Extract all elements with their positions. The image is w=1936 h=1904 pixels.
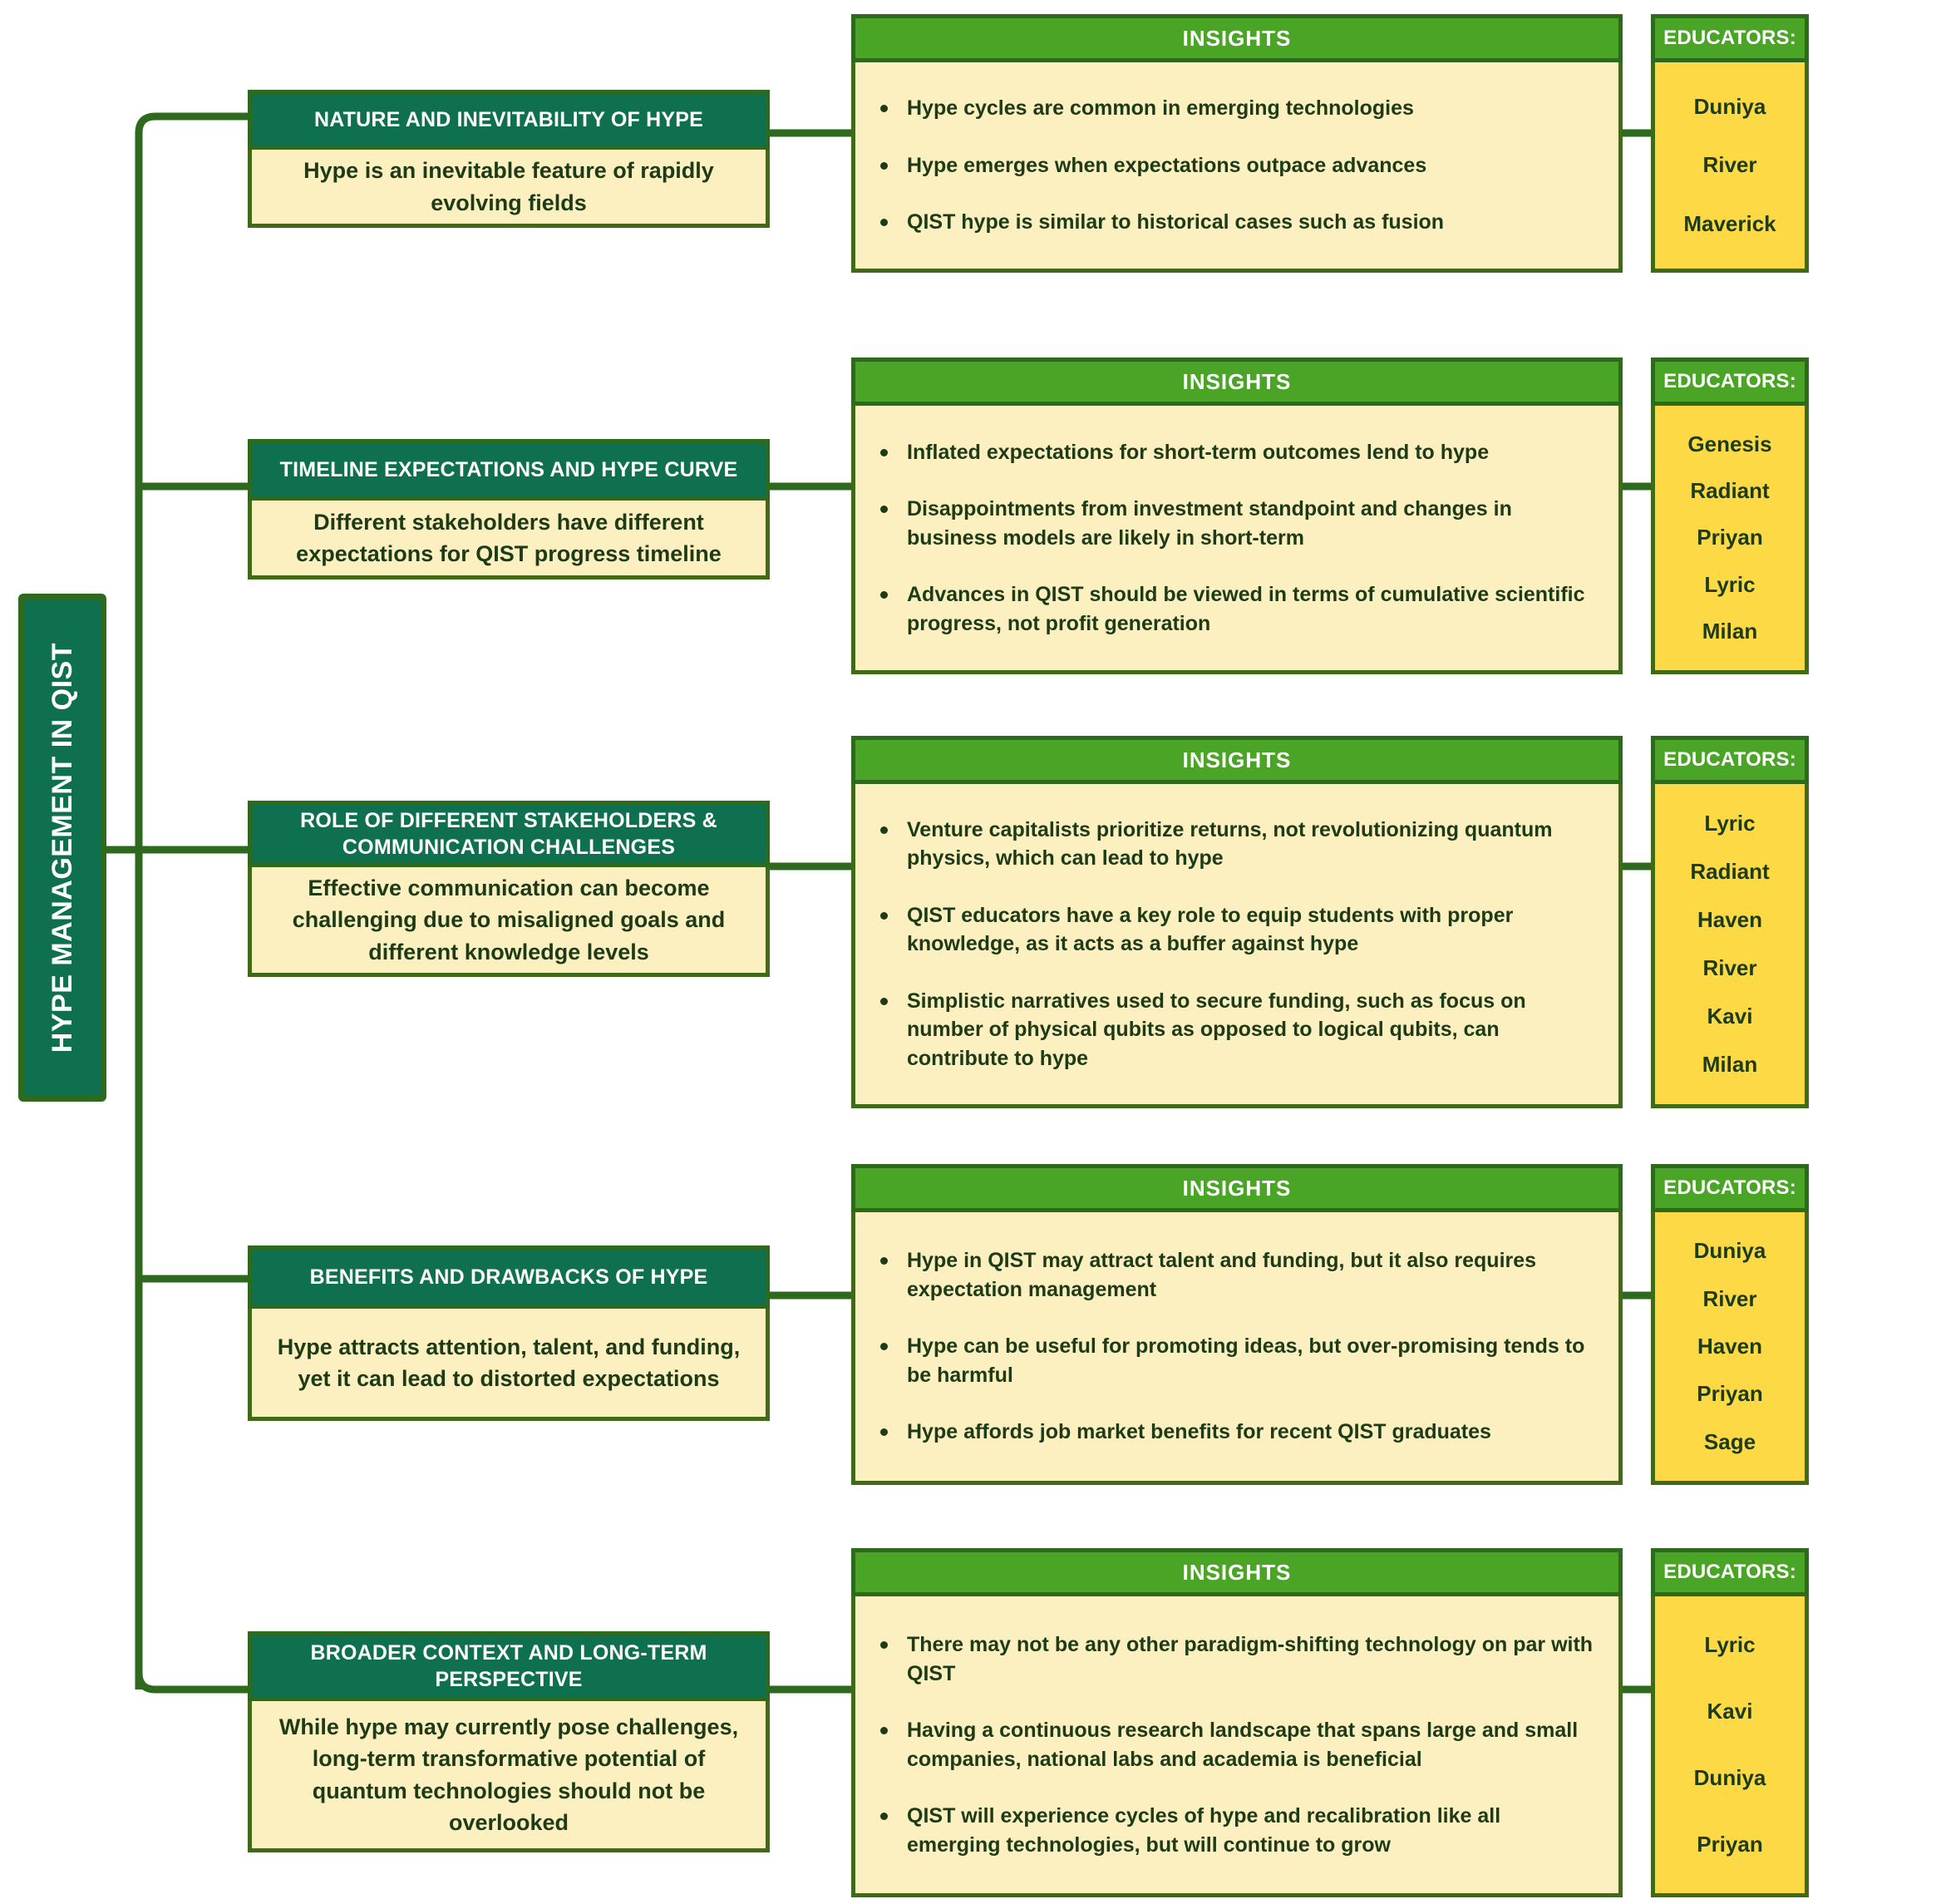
- educator-name: Duniya: [1693, 93, 1766, 119]
- insight-item: Having a continuous research landscape that spans large and small companies, national labs and academia is beneficial: [902, 1716, 1597, 1773]
- insights-list-2: [870, 438, 1597, 639]
- educators-body-5: [1651, 1596, 1809, 1897]
- insights-panel-2: [851, 358, 1623, 674]
- educator-name: Lyric: [1704, 1631, 1756, 1657]
- insight-item: There may not be any other paradigm-shifting technology on par with QIST: [902, 1630, 1597, 1688]
- branch-card-2[interactable]: [248, 439, 770, 580]
- educator-name: Priyan: [1697, 1832, 1763, 1857]
- educator-name: Kavi: [1707, 1004, 1753, 1029]
- insights-list-4: [870, 1246, 1597, 1447]
- branch-summary-3: Effective communication can become challenging due to misaligned goals and different knowledge levels: [248, 867, 770, 977]
- educator-name: Milan: [1702, 1052, 1758, 1078]
- educators-header-4: EDUCATORS:: [1651, 1164, 1809, 1212]
- insights-header-1: INSIGHTS: [851, 14, 1623, 62]
- educators-header-3: EDUCATORS:: [1651, 736, 1809, 784]
- educator-name: River: [1702, 955, 1757, 981]
- educator-name: Kavi: [1707, 1698, 1753, 1724]
- insight-item: Advances in QIST should be viewed in terms of cumulative scientific progress, not profit generation: [902, 580, 1597, 638]
- insight-item: Hype cycles are common in emerging technologies: [902, 94, 1597, 123]
- insights-body-5: [851, 1596, 1623, 1897]
- branch-card-5[interactable]: [248, 1631, 770, 1852]
- educator-name: Milan: [1702, 619, 1758, 644]
- branch-title-1: NATURE AND INEVITABILITY OF HYPE: [248, 90, 770, 150]
- elbow-branch-5: [139, 1673, 248, 1689]
- educators-body-4: [1651, 1212, 1809, 1485]
- insight-item: Hype affords job market benefits for recent QIST graduates: [902, 1418, 1597, 1447]
- educator-name: Lyric: [1704, 810, 1756, 836]
- insights-panel-1: [851, 14, 1623, 273]
- insights-header-5: INSIGHTS: [851, 1548, 1623, 1596]
- branch-summary-1: Hype is an inevitable feature of rapidly evolving fields: [248, 150, 770, 228]
- educator-name: Genesis: [1687, 431, 1772, 456]
- insight-item: Hype can be useful for promoting ideas, but over-promising tends to be harmful: [902, 1332, 1597, 1389]
- educators-header-2: EDUCATORS:: [1651, 358, 1809, 406]
- insight-item: QIST will experience cycles of hype and recalibration like all emerging technologies, but will continue to grow: [902, 1802, 1597, 1859]
- educator-name: Duniya: [1693, 1765, 1766, 1791]
- insight-item: QIST educators have a key role to equip students with proper knowledge, as it acts as a buffer against hype: [902, 901, 1597, 959]
- insights-panel-4: [851, 1164, 1623, 1485]
- insight-item: Simplistic narratives used to secure funding, such as focus on number of physical qubits as opposed to logical qubits, can contribute to hype: [902, 987, 1597, 1073]
- branch-summary-5: While hype may currently pose challenges, long-term transformative potential of quantum technologies should not be overlooked: [248, 1701, 770, 1852]
- branch-title-4: BENEFITS AND DRAWBACKS OF HYPE: [248, 1245, 770, 1309]
- insights-header-3: INSIGHTS: [851, 736, 1623, 784]
- educator-name: Haven: [1697, 1333, 1763, 1359]
- educators-header-1: EDUCATORS:: [1651, 14, 1809, 62]
- insights-body-4: [851, 1212, 1623, 1485]
- branch-title-3: ROLE OF DIFFERENT STAKEHOLDERS & COMMUNICATION CHALLENGES: [248, 801, 770, 867]
- branch-title-2: TIMELINE EXPECTATIONS AND HYPE CURVE: [248, 439, 770, 501]
- educators-header-5: EDUCATORS:: [1651, 1548, 1809, 1596]
- educators-panel-2: [1651, 358, 1809, 674]
- educator-name: Duniya: [1693, 1238, 1766, 1264]
- educator-name: Priyan: [1697, 1381, 1763, 1407]
- branch-summary-4: Hype attracts attention, talent, and funding, yet it can lead to distorted expectations: [248, 1309, 770, 1421]
- educator-name: River: [1702, 1285, 1757, 1311]
- educator-name: Radiant: [1690, 478, 1770, 504]
- educators-panel-3: [1651, 736, 1809, 1108]
- educators-panel-4: [1651, 1164, 1809, 1485]
- insight-item: Inflated expectations for short-term outcomes lend to hype: [902, 438, 1597, 467]
- educator-name: Radiant: [1690, 858, 1770, 884]
- branch-summary-2: Different stakeholders have different expectations for QIST progress timeline: [248, 501, 770, 580]
- educators-body-3: [1651, 784, 1809, 1108]
- root-node[interactable]: [18, 594, 106, 1102]
- insights-list-3: [870, 816, 1597, 1073]
- branch-title-5: BROADER CONTEXT AND LONG-TERM PERSPECTIVE: [248, 1631, 770, 1701]
- educator-name: Haven: [1697, 906, 1763, 932]
- educators-panel-1: [1651, 14, 1809, 273]
- educators-panel-5: [1651, 1548, 1809, 1897]
- educator-name: Sage: [1703, 1428, 1756, 1454]
- insight-item: QIST hype is similar to historical cases such as fusion: [902, 208, 1597, 237]
- insights-header-2: INSIGHTS: [851, 358, 1623, 406]
- insights-body-2: [851, 406, 1623, 674]
- insight-item: Venture capitalists prioritize returns, not revolutionizing quantum physics, which can lead to hype: [902, 816, 1597, 873]
- educator-name: Priyan: [1697, 525, 1763, 550]
- educator-name: River: [1702, 152, 1757, 178]
- insights-panel-5: [851, 1548, 1623, 1897]
- educators-body-1: [1651, 62, 1809, 273]
- insight-item: Hype in QIST may attract talent and funding, but it also requires expectation management: [902, 1246, 1597, 1304]
- insights-body-1: [851, 62, 1623, 273]
- insights-header-4: INSIGHTS: [851, 1164, 1623, 1212]
- insights-panel-3: [851, 736, 1623, 1108]
- insights-list-5: [870, 1630, 1597, 1859]
- insights-body-3: [851, 784, 1623, 1108]
- root-title: HYPE MANAGEMENT IN QIST: [46, 642, 78, 1053]
- educator-name: Lyric: [1704, 571, 1756, 597]
- branch-card-1[interactable]: [248, 90, 770, 228]
- branch-card-4[interactable]: [248, 1245, 770, 1421]
- branch-card-3[interactable]: [248, 801, 770, 977]
- insight-item: Disappointments from investment standpoint and changes in business models are likely in short-term: [902, 495, 1597, 552]
- elbow-branch-1: [139, 116, 248, 150]
- insight-item: Hype emerges when expectations outpace advances: [902, 151, 1597, 180]
- insights-list-1: [870, 94, 1597, 237]
- educators-body-2: [1651, 406, 1809, 674]
- educator-name: Maverick: [1683, 211, 1776, 237]
